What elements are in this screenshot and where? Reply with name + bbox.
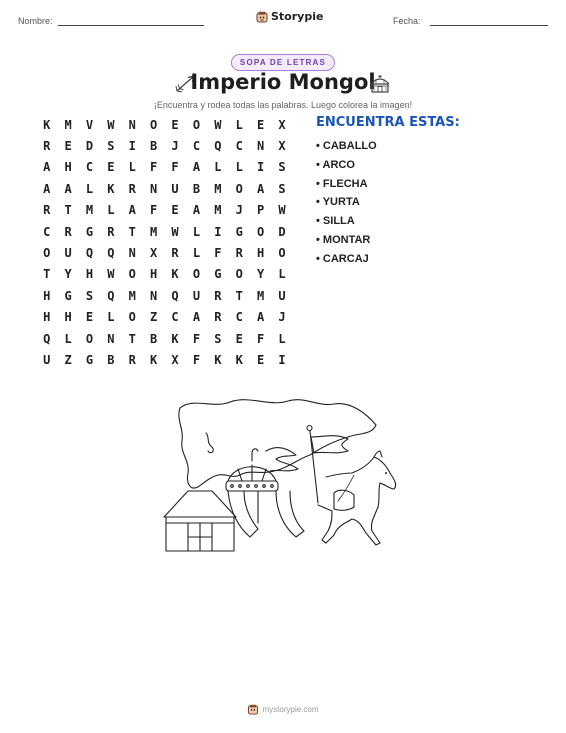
grid-letter[interactable]: T [128, 331, 136, 346]
grid-letter[interactable]: U [278, 288, 286, 303]
grid-letter[interactable]: F [171, 160, 179, 175]
grid-letter[interactable]: D [278, 224, 286, 239]
grid-letter[interactable]: L [107, 203, 115, 218]
grid-letter[interactable]: G [235, 224, 243, 239]
grid-letter[interactable]: J [235, 203, 243, 218]
grid-letter[interactable]: Q [107, 246, 115, 261]
grid-letter[interactable]: W [214, 117, 222, 132]
grid-letter[interactable]: D [85, 139, 94, 154]
grid-letter[interactable]: E [171, 203, 179, 218]
grid-letter[interactable]: J [278, 310, 286, 325]
word-list-item: • YURTA [316, 193, 377, 212]
grid-letter[interactable]: R [128, 181, 136, 196]
date-label: Fecha: [393, 16, 421, 26]
grid-letter[interactable]: R [171, 246, 179, 261]
grid-letter[interactable]: A [256, 310, 265, 325]
grid-letter[interactable]: U [64, 246, 72, 261]
name-line[interactable] [58, 25, 204, 26]
grid-letter[interactable]: M [256, 288, 265, 303]
grid-letter[interactable]: P [256, 203, 265, 218]
grid-letter[interactable]: N [150, 288, 158, 303]
grid-letter[interactable]: V [85, 117, 94, 132]
grid-letter[interactable]: C [192, 139, 201, 154]
grid-letter[interactable]: Y [64, 267, 72, 282]
grid-letter[interactable]: U [171, 181, 179, 196]
grid-letter[interactable]: Q [85, 246, 94, 261]
grid-letter[interactable]: W [171, 224, 179, 239]
grid-letter[interactable]: O [278, 246, 286, 261]
grid-letter[interactable]: R [214, 310, 222, 325]
grid-letter[interactable]: O [128, 310, 136, 325]
grid-letter[interactable]: E [256, 117, 265, 132]
grid-letter[interactable]: A [43, 160, 51, 175]
grid-letter[interactable]: N [107, 331, 115, 346]
grid-letter[interactable]: H [85, 267, 94, 282]
grid-letter[interactable]: G [214, 267, 222, 282]
grid-letter[interactable]: O [43, 246, 51, 261]
grid-letter[interactable]: C [235, 310, 243, 325]
yurt-icon [368, 73, 392, 95]
footer [247, 704, 318, 715]
grid-letter[interactable]: R [43, 139, 51, 154]
word-list-item: • SILLA [316, 212, 377, 231]
grid-letter[interactable]: S [278, 160, 286, 175]
grid-letter[interactable]: O [256, 224, 265, 239]
page-title: Imperio Mongol [190, 70, 376, 94]
grid-letter[interactable]: M [85, 203, 94, 218]
grid-letter[interactable]: T [64, 203, 72, 218]
grid-letter[interactable]: H [150, 267, 158, 282]
storypie-logo-icon [247, 704, 258, 715]
grid-letter[interactable]: U [43, 352, 51, 367]
instructions: ¡Encuentra y rodea todas las palabras. Luego colorea la imagen! [153, 100, 413, 110]
grid-letter[interactable]: L [192, 224, 201, 239]
grid-letter[interactable]: I [256, 160, 265, 175]
grid-letter[interactable]: S [214, 331, 222, 346]
grid-letter[interactable]: Q [171, 288, 179, 303]
grid-letter[interactable]: X [278, 117, 286, 132]
grid-letter[interactable]: O [192, 117, 201, 132]
grid-letter[interactable]: E [171, 117, 179, 132]
grid-letter[interactable]: E [85, 310, 94, 325]
grid-letter[interactable]: A [192, 160, 201, 175]
grid-letter[interactable]: W [107, 267, 115, 282]
grid-letter[interactable]: Y [256, 267, 265, 282]
grid-letter[interactable]: N [150, 181, 158, 196]
grid-letter[interactable]: C [85, 160, 94, 175]
grid-letter[interactable]: J [171, 139, 179, 154]
grid-letter[interactable]: M [214, 181, 222, 196]
grid-letter[interactable]: A [43, 181, 51, 196]
grid-letter[interactable]: H [64, 160, 72, 175]
grid-letter[interactable]: C [43, 224, 51, 239]
grid-letter[interactable]: B [192, 181, 201, 196]
grid-letter[interactable]: M [150, 224, 158, 239]
grid-letter[interactable]: R [235, 246, 243, 261]
grid-letter[interactable]: G [85, 224, 94, 239]
grid-letter[interactable]: E [107, 160, 115, 175]
grid-letter[interactable]: R [64, 224, 72, 239]
grid-letter[interactable]: O [85, 331, 94, 346]
grid-letter[interactable]: E [64, 139, 72, 154]
grid-letter[interactable]: R [43, 203, 51, 218]
grid-letter[interactable]: H [64, 310, 72, 325]
grid-letter[interactable]: X [171, 352, 179, 367]
letter-grid[interactable] [36, 114, 293, 371]
word-list-item: • MONTAR [316, 231, 377, 250]
grid-letter[interactable]: A [256, 181, 265, 196]
grid-letter[interactable]: L [85, 181, 94, 196]
grid-letter[interactable]: K [235, 352, 243, 367]
grid-letter[interactable]: L [192, 246, 201, 261]
grid-letter[interactable]: I [214, 224, 222, 239]
word-list-item: • ARCO [316, 156, 377, 175]
grid-letter[interactable]: N [128, 117, 136, 132]
grid-letter[interactable]: K [150, 352, 158, 367]
grid-letter[interactable]: L [235, 117, 243, 132]
grid-letter[interactable]: T [43, 267, 51, 282]
grid-letter[interactable]: N [128, 246, 136, 261]
grid-letter[interactable]: Q [43, 331, 51, 346]
grid-letter[interactable]: G [64, 288, 72, 303]
grid-letter[interactable]: E [256, 352, 265, 367]
word-list-item: • CARCAJ [316, 250, 377, 269]
grid-letter[interactable]: L [214, 160, 222, 175]
word-list-item: • FLECHA [316, 175, 377, 194]
name-label: Nombre: [18, 16, 53, 26]
grid-letter[interactable]: L [64, 331, 72, 346]
activity-badge: SOPA DE LETRAS [231, 54, 335, 71]
grid-letter[interactable]: K [107, 181, 115, 196]
grid-letter[interactable]: Q [214, 139, 222, 154]
grid-letter[interactable]: S [107, 139, 115, 154]
grid-letter[interactable]: Z [150, 310, 158, 325]
grid-letter[interactable]: F [150, 160, 158, 175]
grid-letter[interactable]: A [64, 181, 72, 196]
grid-letter[interactable]: L [107, 310, 115, 325]
grid-letter[interactable]: W [278, 203, 286, 218]
grid-letter[interactable]: T [235, 288, 243, 303]
grid-letter[interactable]: I [278, 352, 286, 367]
grid-letter[interactable]: A [128, 203, 136, 218]
grid-letter[interactable]: O [235, 267, 243, 282]
grid-letter[interactable]: X [278, 139, 286, 154]
grid-letter[interactable]: H [43, 310, 51, 325]
grid-letter[interactable]: U [192, 288, 201, 303]
grid-letter[interactable]: M [64, 117, 72, 132]
grid-letter[interactable]: O [128, 267, 136, 282]
grid-letter[interactable]: A [192, 203, 201, 218]
grid-letter[interactable]: Z [64, 352, 72, 367]
grid-letter[interactable]: S [85, 288, 94, 303]
grid-letter[interactable]: F [256, 331, 265, 346]
grid-letter[interactable]: I [128, 139, 136, 154]
grid-letter[interactable]: X [150, 246, 158, 261]
grid-letter[interactable]: F [214, 246, 222, 261]
grid-letter[interactable]: H [43, 288, 51, 303]
grid-letter[interactable]: C [171, 310, 179, 325]
grid-letter[interactable]: R [107, 224, 115, 239]
grid-letter[interactable]: A [192, 310, 201, 325]
grid-letter[interactable]: L [278, 267, 286, 282]
grid-letter[interactable]: O [150, 117, 158, 132]
word-list-item: • CABALLO [316, 137, 377, 156]
grid-letter[interactable]: H [256, 246, 265, 261]
grid-letter[interactable]: M [214, 203, 222, 218]
grid-letter[interactable]: F [192, 331, 201, 346]
grid-letter[interactable]: K [43, 117, 51, 132]
grid-letter[interactable]: L [278, 331, 286, 346]
grid-letter[interactable]: T [128, 224, 136, 239]
grid-letter[interactable]: B [107, 352, 115, 367]
footer-url[interactable]: mystorypie.com [262, 705, 319, 714]
storypie-logo-icon [256, 11, 268, 23]
grid-letter[interactable]: Q [107, 288, 115, 303]
date-line[interactable] [430, 25, 548, 26]
grid-letter[interactable]: M [128, 288, 136, 303]
grid-letter[interactable]: R [128, 352, 136, 367]
grid-letter[interactable]: W [107, 117, 115, 132]
grid-letter[interactable]: B [150, 139, 158, 154]
mongol-coloring-illustration[interactable] [158, 393, 410, 565]
grid-letter[interactable]: O [235, 181, 243, 196]
grid-letter[interactable]: G [85, 352, 94, 367]
grid-letter[interactable]: C [235, 139, 243, 154]
grid-letter[interactable]: L [128, 160, 136, 175]
grid-letter[interactable]: O [192, 267, 201, 282]
brand-name: Storypie [271, 10, 324, 23]
word-list-title: ENCUENTRA ESTAS: [316, 115, 460, 130]
grid-letter[interactable]: N [256, 139, 265, 154]
brand [256, 10, 323, 23]
grid-letter[interactable]: S [278, 181, 286, 196]
grid-letter[interactable]: K [171, 331, 179, 346]
grid-letter[interactable]: K [171, 267, 179, 282]
grid-letter[interactable]: K [214, 352, 222, 367]
grid-letter[interactable]: E [235, 331, 243, 346]
grid-letter[interactable]: F [192, 352, 201, 367]
grid-letter[interactable]: B [150, 331, 158, 346]
word-list [316, 137, 377, 269]
grid-letter[interactable]: L [235, 160, 243, 175]
grid-letter[interactable]: R [214, 288, 222, 303]
grid-letter[interactable]: F [150, 203, 158, 218]
